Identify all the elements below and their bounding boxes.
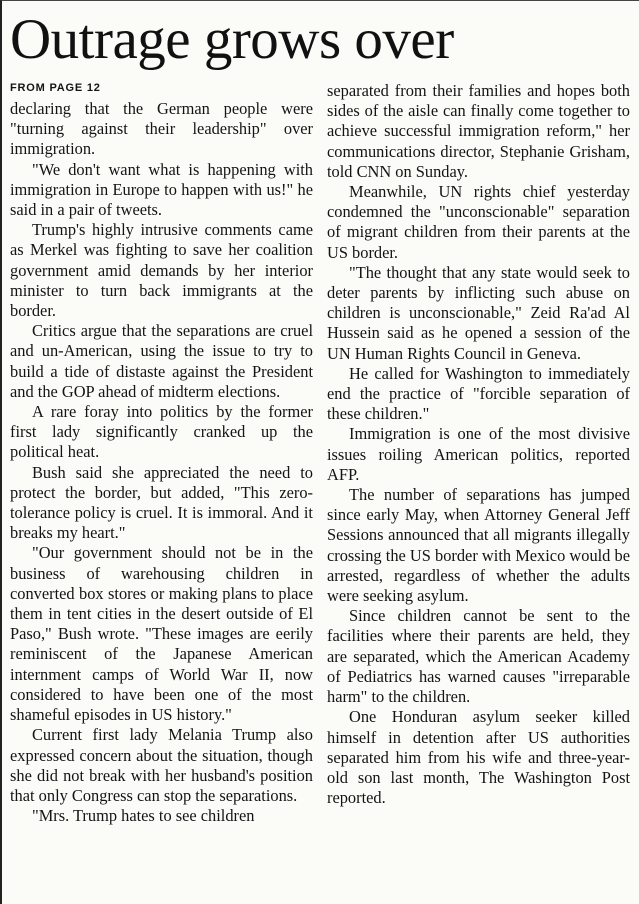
continued-from-label: FROM PAGE 12 (10, 82, 101, 94)
right-column (327, 81, 630, 901)
paragraph: Since children cannot be sent to the facilities where their parents are held, they are separated, which the American Academy of Pediatrics has warned causes "irreparable harm" to the children. (327, 606, 630, 707)
paragraph: Trump's highly intrusive comments came as Merkel was fighting to save her coalition government amid demands by her interior minister to turn back immigrants at the border. (10, 220, 313, 321)
paragraph: Bush said she appreciated the need to protect the border, but added, "This zero-tolerance policy is cruel. It is immoral. And it breaks my heart." (10, 462, 313, 543)
paragraph: Meanwhile, UN rights chief yesterday condemned the "unconscionable" separation of migrant children from their parents at the US border. (327, 182, 630, 262)
paragraph: declaring that the German people were "turning against their leadership" over immigration. (10, 99, 313, 159)
paragraph: "The thought that any state would seek to deter parents by inflicting such abuse on children is unconscionable," Zeid Ra'ad Al Hussein said as he opened a session of the UN Human Rights Council in Geneva. (327, 262, 630, 363)
paragraph: He called for Washington to immediately end the practice of "forcible separation of these children." (327, 363, 630, 424)
left-column (10, 79, 313, 899)
paragraph: Immigration is one of the most divisive issues roiling American politics, reported AFP. (327, 424, 630, 484)
paragraph: Current first lady Melania Trump also expressed concern about the situation, though she did not break with her husband's position that only Congress can stop the separations. (10, 725, 313, 805)
paragraph: Critics argue that the separations are cruel and un-American, using the issue to try to build a tide of distaste against the President and the GOP ahead of midterm elections. (10, 321, 313, 401)
paragraph: separated from their families and hopes both sides of the aisle can finally come together to achieve successful immigration reform," her communications director, Stephanie Grisham, told CNN on Sunday. (327, 81, 630, 181)
paragraph: "Our government should not be in the business of warehousing children in converted box stores or making plans to place them in tent cities in the desert outside of El Paso," Bush wrote. "These images are eerily reminiscent of the Japanese American internment camps of World War II, now considered to have been one of the most shameful episodes in US history." (10, 543, 313, 725)
paragraph: "We don't want what is happening with immigration in Europe to happen with us!" he said in a pair of tweets. (10, 159, 313, 220)
paragraph: "Mrs. Trump hates to see children (32, 806, 255, 826)
paragraph: One Honduran asylum seeker killed himself in detention after US authorities separated him from his wife and three-year-old son last month, The Washington Post reported. (327, 707, 630, 808)
paragraph: A rare foray into politics by the former first lady significantly cranked up the political heat. (10, 402, 313, 462)
paragraph: The number of separations has jumped since early May, when Attorney General Jeff Sessions announced that all migrants illegally crossing the US border with Mexico would be arrested, regardless of whether the adults were seeking asylum. (327, 485, 630, 606)
headline: Outrage grows over (10, 9, 454, 71)
